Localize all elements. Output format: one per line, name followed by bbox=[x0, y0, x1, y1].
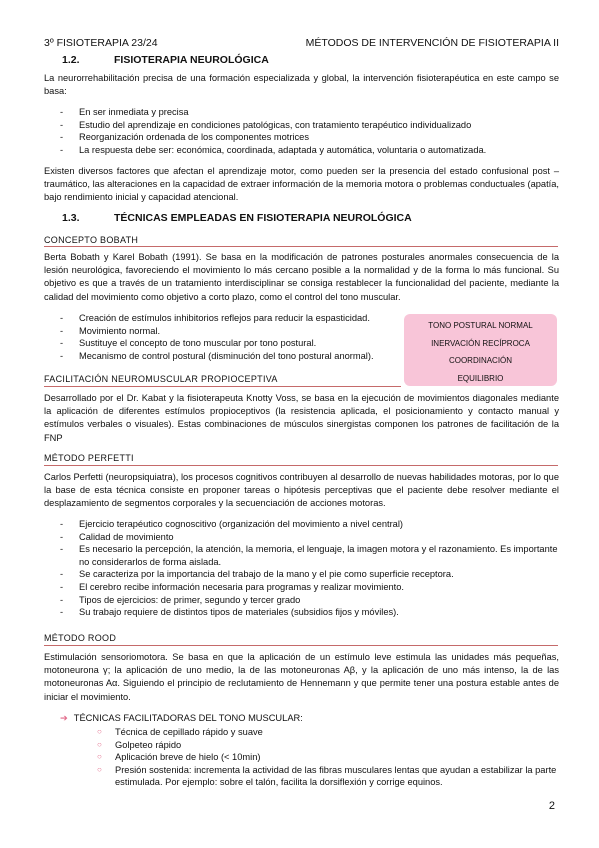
rood-title: MÉTODO ROOD bbox=[44, 633, 117, 643]
list-item: - Ejercicio terapéutico cognoscitivo (organización del movimiento a nivel central) bbox=[60, 519, 403, 529]
divider bbox=[44, 465, 558, 466]
box-item: TONO POSTURAL NORMAL bbox=[428, 321, 533, 330]
perfetti-paragraph: Carlos Perfetti (neuropsiquiatra), los procesos cognitivos contribuyen al desarrollo de nuevas habilidades motoras, por lo que la base de esta técnica consiste en proponer tareas o hipótesis perceptivas que el paciente debe resolver mediante el desplazamiento de segmentos corporales y la secuenciación de acciones motoras. bbox=[44, 472, 559, 509]
fnp-title: FACILITACIÓN NEUROMUSCULAR PROPIOCEPTIVA bbox=[44, 374, 278, 384]
section-title: TÉCNICAS EMPLEADAS EN FISIOTERAPIA NEUROLÓGICA bbox=[114, 212, 412, 224]
list-item: ○ Técnica de cepillado rápido y suave bbox=[97, 727, 263, 737]
list-item: - En ser inmediata y precisa bbox=[60, 107, 189, 117]
list-item: ○ Presión sostenida: incrementa la actividad de las fibras musculares lentas que ayudan a estabilizar la parte estimulada. Por ejemplo: sobre el talón, facilita la dorsiflexión y corrige equinos. bbox=[97, 764, 557, 788]
fnp-paragraph: Desarrollado por el Dr. Kabat y la fisioterapeuta Knotty Voss, se basa en la ejecución de movimientos diagonales mediante la aplicación de diferentes estímulos propioceptivos (la resistencia aplicada, el posicionamiento y contacto manual y estímulos verbales o visuales). Estas combinaciones de músculos sinergistas componen los patrones de facilitación de la FNP bbox=[44, 393, 559, 443]
list-item: - Es necesario la percepción, la atención, la memoria, el lenguaje, la imagen motora y el razonamiento. Es importante no considerarlos de forma aislada. bbox=[60, 544, 558, 567]
list-item: - Movimiento normal. bbox=[60, 325, 161, 336]
list-item: ○ Aplicación breve de hielo (< 10min) bbox=[97, 752, 261, 763]
bobath-key-concepts-box bbox=[404, 314, 557, 386]
header-course: 3º FISIOTERAPIA 23/24 bbox=[44, 37, 158, 49]
section-1-3-heading bbox=[62, 212, 412, 224]
divider bbox=[44, 386, 401, 387]
divider bbox=[44, 246, 558, 247]
rood-techniques-heading: ➔ TÉCNICAS FACILITADORAS DEL TONO MUSCULAR: bbox=[60, 713, 303, 723]
list-item: - El cerebro recibe información necesaria para programas y realizar movimiento. bbox=[60, 581, 405, 592]
header-subject: MÉTODOS DE INTERVENCIÓN DE FISIOTERAPIA II bbox=[305, 37, 559, 49]
page-number: 2 bbox=[548, 800, 555, 812]
list-item: - Su trabajo requiere de distintos tipos de materiales (subsidios fijos y móviles). bbox=[60, 607, 399, 618]
section-1-2-list bbox=[60, 106, 558, 156]
section-1-2-closing: Existen diversos factores que afectan el aprendizaje motor, como pueden ser la presencia del estado confusional post – traumático, las alteraciones en la capacidad de extraer información de la memoria motora o problemas conductuales (apatía, bajo rendimiento inicial y capacidad atencional. bbox=[44, 166, 559, 203]
box-item: COORDINACIÓN bbox=[448, 356, 513, 365]
rood-techniques-list bbox=[97, 726, 559, 789]
list-item: - Reorganización ordenada de los componentes motrices bbox=[60, 132, 309, 143]
bobath-list bbox=[60, 312, 400, 362]
section-number: 1.3. bbox=[62, 212, 80, 224]
section-number: 1.2. bbox=[62, 54, 80, 66]
list-item: ○ Golpeteo rápido bbox=[97, 739, 182, 750]
circle-bullet-icon: ○ bbox=[97, 764, 102, 774]
box-item: EQUILIBRIO bbox=[457, 373, 504, 383]
list-item: - Sustituye el concepto de tono muscular por tono postural. bbox=[60, 338, 317, 349]
list-item: - Calidad de movimiento bbox=[60, 531, 174, 542]
circle-bullet-icon: ○ bbox=[97, 752, 102, 762]
section-1-2-heading bbox=[62, 54, 269, 66]
list-item: - La respuesta debe ser: económica, coordinada, adaptada y automática, voluntaria o automatizada. bbox=[60, 144, 487, 155]
section-title: FISIOTERAPIA NEUROLÓGICA bbox=[114, 54, 269, 66]
circle-bullet-icon: ○ bbox=[97, 739, 102, 749]
box-item: INERVACIÓN RECÍPROCA bbox=[431, 338, 530, 348]
list-item: - Estudio del aprendizaje en condiciones patológicas, con tratamiento terapéutico individualizado bbox=[60, 119, 472, 130]
bobath-paragraph: Berta Bobath y Karel Bobath (1991). Se basa en la modificación de patrones posturales anormales consecuencia de la lesión neurológica, favoreciendo el movimiento lo más cercano posible a la normalidad y de la forma lo más funcional. Su objetivo es que a través de un tratamiento interdisciplinar se consiga restablecer la funcionalidad del paciente, mediante la calidad del movimiento como objetivo a corto plazo, como el control del tono muscular. bbox=[44, 252, 559, 302]
list-item: - Tipos de ejercicios: de primer, segundo y tercer grado bbox=[60, 594, 301, 605]
list-item: - Mecanismo de control postural (disminución del tono postural anormal). bbox=[60, 350, 374, 361]
section-1-2-intro: La neurorrehabilitación precisa de una formación especializada y global, la intervención fisioterapéutica en este campo se basa: bbox=[44, 73, 559, 97]
divider bbox=[44, 645, 558, 646]
perfetti-list bbox=[60, 518, 558, 619]
rood-paragraph: Estimulación sensoriomotora. Se basa en que la aplicación de un estímulo leve estimula las unidades más pequeñas, motoneurona γ; la aplicación de uno medio, la de las motoneuronas Aβ, y la aplicación de uno más intenso, la de las motoneuronas Aα. Siguiendo el principio de reclutamiento de Hennemann y que permite tener una postura estable antes de iniciar el movimiento. bbox=[44, 652, 559, 702]
arrow-right-icon: ➔ bbox=[60, 713, 68, 723]
list-item: - Creación de estímulos inhibitorios reflejos para reducir la espasticidad. bbox=[60, 313, 370, 323]
list-item: - Se caracteriza por la importancia del trabajo de la mano y el pie como superficie receptora. bbox=[60, 569, 454, 580]
circle-bullet-icon: ○ bbox=[97, 727, 102, 736]
perfetti-title: MÉTODO PERFETTI bbox=[44, 453, 134, 463]
bobath-title: CONCEPTO BOBATH bbox=[44, 235, 139, 245]
